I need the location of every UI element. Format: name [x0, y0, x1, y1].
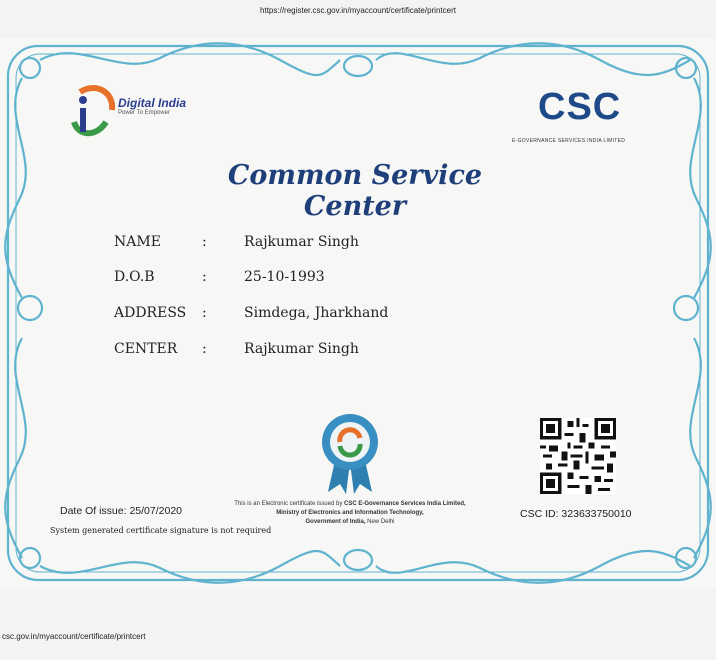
- field-value: Rajkumar Singh: [244, 234, 359, 250]
- field-label: ADDRESS: [114, 305, 187, 321]
- electronic-certificate-note: [200, 500, 500, 527]
- note-line2: Ministry of Electronics and Information Technology,: [276, 510, 424, 516]
- csc-logo: [508, 86, 658, 152]
- field-colon: :: [202, 341, 207, 357]
- signature-note: System generated certificate signature is not required: [50, 526, 272, 535]
- field-label: NAME: [114, 234, 161, 250]
- digital-india-logo: [66, 82, 196, 142]
- field-value: Simdega, Jharkhand: [244, 305, 389, 321]
- note-line3-text: New Delhi: [365, 519, 395, 525]
- url-bottom: csc.gov.in/myaccount/certificate/printcert: [2, 632, 146, 641]
- field-label: D.O.B: [114, 269, 155, 285]
- award-badge-icon: [318, 412, 382, 494]
- csc-logo-text: CSC: [538, 86, 622, 128]
- field-value: 25-10-1993: [244, 269, 325, 285]
- csc-logo-subtitle: E-GOVERNANCE SERVICES INDIA LIMITED: [512, 138, 626, 144]
- field-label: CENTER: [114, 341, 178, 357]
- digital-india-emblem-icon: [66, 82, 116, 142]
- field-colon: :: [202, 305, 207, 321]
- certificate-title: Common Service Center: [227, 160, 483, 222]
- digital-india-tagline: Power To Empower: [118, 110, 170, 116]
- note-line1-bold: CSC E-Governance Services India Limited,: [344, 501, 466, 507]
- url-top: https://register.csc.gov.in/myaccount/certificate/printcert: [260, 6, 456, 15]
- date-of-issue: Date Of issue: 25/07/2020: [60, 505, 182, 517]
- field-colon: :: [202, 269, 207, 285]
- field-value: Rajkumar Singh: [244, 341, 359, 357]
- qr-code: [540, 418, 616, 494]
- field-colon: :: [202, 234, 207, 250]
- csc-id: CSC ID: 323633750010: [520, 508, 632, 520]
- digital-india-text: Digital India: [118, 96, 187, 110]
- note-line3-bold: Government of India,: [305, 519, 366, 525]
- note-line1-text: This is an Electronic certificate issued by: [234, 501, 344, 507]
